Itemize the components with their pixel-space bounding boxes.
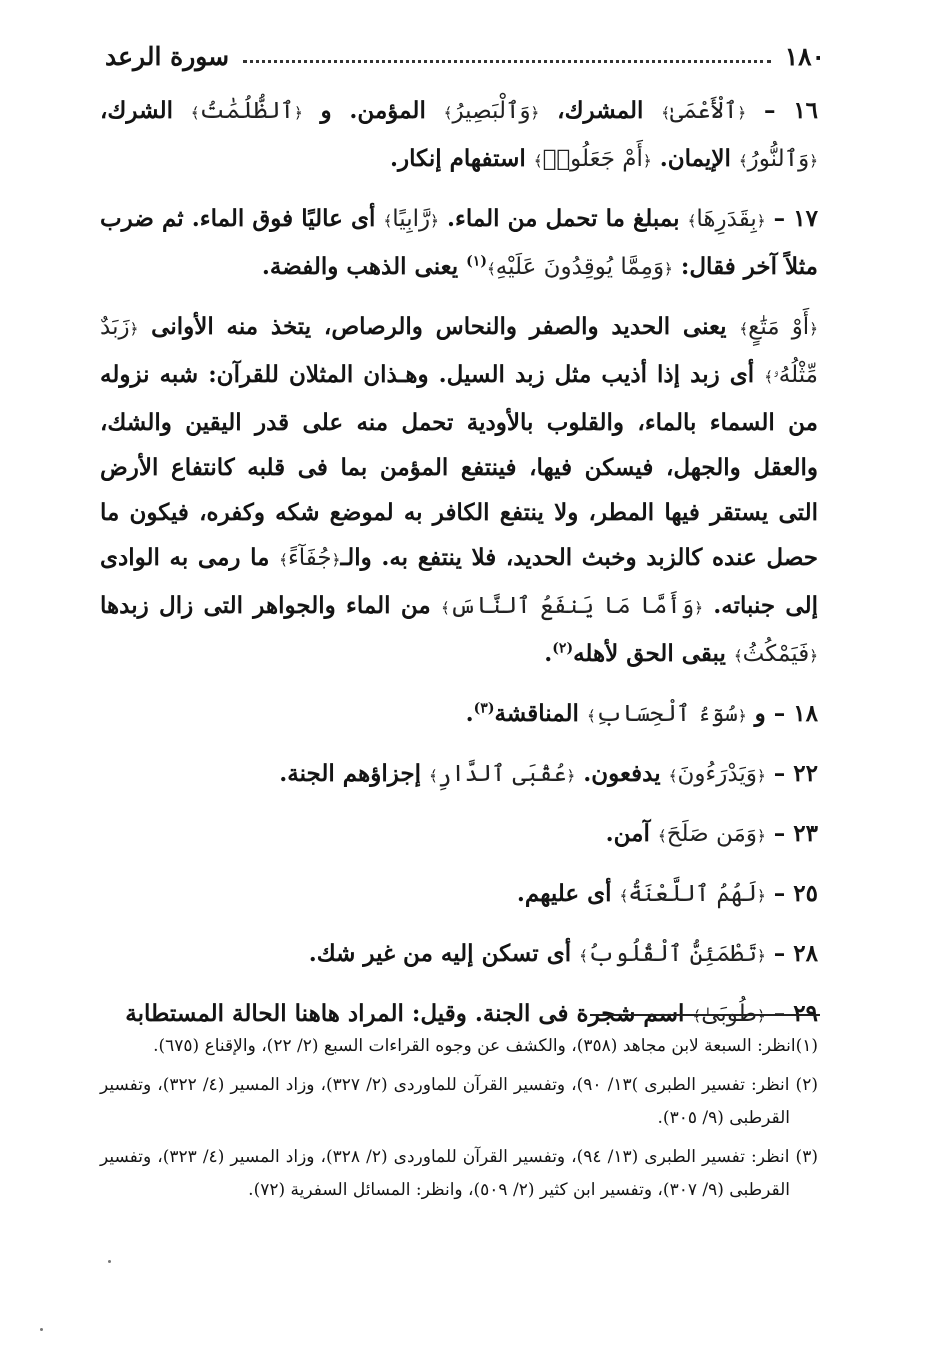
verse-note-22 [100,751,818,799]
gloss-text: المشرك، [557,97,644,124]
ornate-bracket-open: ﴿ [756,212,766,230]
quran-word: طُوبَىٰ [701,1001,757,1027]
ornate-bracket-open: ﴿ [331,551,341,569]
quran-word: ٱلظُّلُمَٰتُ [199,98,294,124]
ornate-bracket-close: ﴾ [533,152,543,170]
gloss-text: استفهام إنكار. [390,145,526,172]
quran-word: تَطْمَئِنُّ ٱلْقُلُوبُ [587,941,757,967]
ornate-bracket-close: ﴾ [586,707,596,725]
verse-number: ١٨ – و [754,700,818,727]
ornate-bracket-close: ﴾ [739,320,749,338]
gloss-text: أى زبد إذا أذيب مثل زبد السيل. وهـذان المثلان للقرآن: شبه نزوله من السماء بالماء، والقلوب بالأودية تحمل منه على قدر اليقين والشك، والعقل والجهل، فيسكن فيها، فينتفع المؤمن بما فى قلبه كانتفاع الأرض التى يستقر فيها المطر، ولا ينتفع الكافر به لموضع شكه وكفره، فيكون ما حصل عنده كالزبد وخبث الحديد، فلا ينتفع به. وال‍ـ [100,361,819,571]
gloss-text: يعنى الذهب والفضة. [261,253,459,280]
header-dotted-leader [243,60,771,63]
gloss-text: آمن. [605,820,650,847]
ornate-bracket-close: ﴾ [279,551,288,569]
ornate-bracket-open: ﴿ [664,260,673,278]
quran-word: جُفَآءً [287,545,332,571]
verse-number: ١٧ – [773,205,818,232]
quran-word: عُقْبَى ٱلدَّارِ [437,761,567,787]
ornate-bracket-open: ﴿ [809,647,818,665]
ornate-bracket-open: ﴿ [129,320,139,338]
footnote-2: (٢) انظر: تفسير الطبرى )١٣/ ٩٠)، وتفسير القرآن للماوردى (٢/ ٣٢٧)، وزاد المسير (٤/ ٣٢٢)، وتفسير القرطبى (٩/ ٣٠٥). [100,1075,818,1128]
ornate-bracket-open: ﴿ [809,152,818,170]
gloss-text: يبقى الحق لأهله [573,640,726,667]
ornate-bracket-open: ﴿ [756,887,766,905]
gloss-text: المؤمن. و [320,97,426,124]
ornate-bracket-close: ﴾ [429,767,438,785]
ornate-bracket-open: ﴿ [756,767,766,785]
ornate-bracket-close: ﴾ [440,599,450,617]
ornate-bracket-open: ﴿ [737,707,747,725]
ornate-bracket-open: ﴿ [642,152,652,170]
gloss-text: يدفعون. [583,760,661,787]
ornate-bracket-close: ﴾ [692,1007,702,1025]
ornate-bracket-close: ﴾ [764,368,774,386]
page-header [105,36,825,76]
surah-title: سورة الرعد [105,41,230,71]
ornate-bracket-close: ﴾ [486,260,496,278]
quran-word: وَمِمَّا يُوقِدُونَ عَلَيْهِ [495,254,665,280]
ornate-bracket-close: ﴾ [661,104,671,122]
ornate-bracket-open: ﴿ [756,947,766,965]
ornate-bracket-open: ﴿ [530,104,540,122]
quran-word: سُوٓءُ ٱلْحِسَابِ [595,701,738,727]
quran-word: أَمْ جَعَلُوا۟ [542,146,643,172]
verse-number: ٢٨ – [773,940,818,967]
quran-word: بِقَدَرِهَا [696,206,757,232]
gloss-text: بمبلغ ما تحمل من الماء. [447,205,680,232]
verse-note-23 [100,811,818,859]
footnote-ref-3[interactable]: (٣) [473,700,495,717]
footnote-ref-2[interactable]: (٢) [552,640,574,657]
quran-word: ٱلْأَعْمَىٰ [670,98,738,124]
ornate-bracket-open: ﴿ [566,767,576,785]
quran-word: وَٱلنُّورُ [747,146,810,172]
ornate-bracket-open: ﴿ [694,599,703,617]
ornate-bracket-close: ﴾ [579,947,588,965]
verse-number: ٢٩ – [773,1000,818,1027]
scan-speck [108,1260,111,1263]
gloss-text: الإيمان. [659,145,731,172]
quran-word: رَّابِيًا [392,206,431,232]
ornate-bracket-open: ﴿ [293,104,303,122]
ornate-bracket-open: ﴿ [430,212,439,230]
scan-speck [40,1328,43,1331]
gloss-text: . [465,700,474,727]
ornate-bracket-close: ﴾ [383,212,393,230]
footnote-separator [590,1014,820,1016]
ornate-bracket-open: ﴿ [809,320,818,338]
ornate-bracket-close: ﴾ [657,827,667,845]
quran-word: لَهُمُ ٱللَّعْنَةُ [628,881,757,907]
verse-note-17-continued [100,304,818,679]
ornate-bracket-close: ﴾ [668,767,678,785]
gloss-text: المناقشة [494,700,579,727]
gloss-text: من الماء والجواهر التى زال زبدها [100,592,431,619]
page-number: ١٨٠ [784,41,825,71]
verse-number: ٢٢ – [773,760,818,787]
quran-word: وَأَمَّا مَا يَنفَعُ ٱلنَّاسَ [449,593,695,619]
verse-note-18 [100,691,818,739]
quran-word: فَيَمْكُثُ [742,641,810,667]
quran-word: وَيَدْرَءُونَ [677,761,757,787]
verse-note-25 [100,871,818,919]
ornate-bracket-close: ﴾ [190,104,200,122]
quran-word: وَمَن صَلَحَ [666,821,757,847]
gloss-text: يعنى الحديد والصفر والنحاس والرصاص، يتخذ منه الأوانى [151,313,727,340]
gloss-text: أى تسكن إليه من غير شك. [308,940,572,967]
quran-word: أَوْ مَتَٰعٍ [748,314,810,340]
verse-number: ٢٣ – [773,820,818,847]
gloss-text: أى عاليًا فوق الماء. ثم ضرب مثلاً آخر فقال: [100,205,818,280]
ornate-bracket-open: ﴿ [756,1007,766,1025]
footnote-3: (٣) انظر: تفسير الطبرى (١٣/ ٩٤)، وتفسير القرآن للماوردى (٢/ ٣٢٨)، وزاد المسير (٤/ ٣٢٣)، وتفسير القرطبى (٩/ ٣٠٧)، وتفسير ابن كثير (٢/ ٥٠٩)، وانظر: المسائل السفرية (٧٢). [100,1147,818,1200]
footnotes [100,1030,818,1213]
verse-number: ٢٥ – [773,880,818,907]
ornate-bracket-close: ﴾ [733,647,743,665]
footnote-ref-1[interactable]: (١) [466,253,487,270]
gloss-text: ما رمى به الوادى إلى جنباته. [100,544,819,619]
quran-word: وَٱلْبَصِيرُ [452,98,531,124]
gloss-text: اسم شجرة فى الجنة. وقيل: المراد هاهنا الحالة المستطابة [125,1000,685,1027]
verse-note-16 [100,88,818,184]
ornate-bracket-close: ﴾ [687,212,697,230]
gloss-text: . [544,640,553,667]
ornate-bracket-close: ﴾ [738,152,748,170]
ornate-bracket-open: ﴿ [737,104,747,122]
main-text [100,88,818,1051]
footnote-1: (١)انظر: السبعة لابن مجاهد (٣٥٨)، والكشف عن وجوه القراءات السبع (٢/ ٢٢)، والإقناع (٦٧٥). [153,1036,818,1056]
verse-note-17 [100,196,818,292]
ornate-bracket-close: ﴾ [619,887,629,905]
gloss-text: إجزاؤهم الجنة. [279,760,422,787]
quran-word: زَبَدٌ مِّثْلُهُۥ [100,314,818,388]
verse-note-28 [100,931,818,979]
ornate-bracket-open: ﴿ [756,827,766,845]
gloss-text: أى عليهم. [516,880,612,907]
verse-number: ١٦ – [764,97,819,124]
ornate-bracket-close: ﴾ [443,104,453,122]
gloss-text: الشرك، [100,97,173,124]
